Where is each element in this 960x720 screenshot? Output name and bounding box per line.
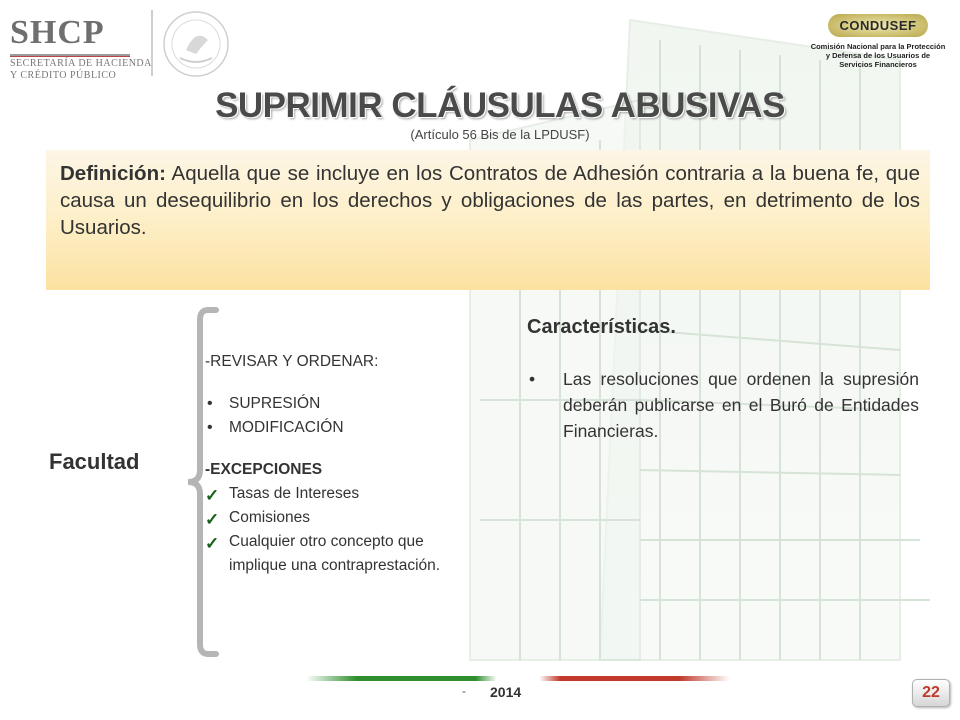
shcp-logo-title: SHCP bbox=[10, 14, 105, 51]
definition-text bbox=[60, 160, 920, 241]
facultad-label: Facultad bbox=[49, 449, 140, 474]
shcp-logo-line1: SECRETARÍA DE HACIENDA bbox=[10, 58, 152, 69]
revisar-colon: : bbox=[374, 353, 379, 370]
excepcion-item bbox=[205, 482, 470, 506]
condusef-line2: y Defensa de los Usuarios de bbox=[825, 51, 931, 60]
condusef-line3: Servicios Financieros bbox=[839, 60, 917, 69]
condusef-logo-badge: CONDUSEF bbox=[828, 14, 929, 37]
facultad-list bbox=[205, 352, 470, 578]
excepciones-items bbox=[205, 482, 470, 578]
caracteristicas-title: Características. bbox=[527, 316, 676, 338]
shcp-logo-line2: Y CRÉDITO PÚBLICO bbox=[10, 70, 117, 81]
revisar-item: • MODIFICACIÓN bbox=[205, 416, 470, 440]
checkmark-icon: ✓ bbox=[205, 510, 220, 529]
revisar-prefix: - bbox=[205, 353, 211, 370]
excepcion-item bbox=[205, 506, 470, 530]
excepciones-heading: -EXCEPCIONES bbox=[205, 461, 323, 478]
shcp-logo-accent-rule bbox=[10, 56, 130, 57]
caracteristicas-list bbox=[527, 366, 919, 444]
revisar-heading bbox=[205, 352, 470, 372]
spacer bbox=[205, 372, 470, 392]
condusef-line1: Comisión Nacional para la Protección bbox=[810, 42, 946, 51]
slide-subtitle: (Artículo 56 Bis de la LPDUSF) bbox=[410, 127, 590, 142]
condusef-logo bbox=[808, 14, 948, 86]
excepcion-item-text: Cualquier otro concepto que implique una contraprestación. bbox=[229, 533, 441, 574]
revisar-items bbox=[205, 392, 470, 440]
footer-flag-bar bbox=[306, 676, 730, 681]
excepcion-item-text: Comisiones bbox=[229, 509, 310, 526]
revisar-item: • SUPRESIÓN bbox=[205, 392, 470, 416]
excepcion-item bbox=[205, 530, 470, 578]
excepcion-item-text: Tasas de Intereses bbox=[229, 485, 360, 502]
shcp-logo-subtitle bbox=[10, 58, 152, 82]
slide-title: SUPRIMIR CLÁUSULAS ABUSIVAS bbox=[215, 86, 785, 125]
footer-dash: - bbox=[462, 684, 466, 698]
checkmark-icon: ✓ bbox=[205, 534, 220, 553]
caracteristica-item: • Las resoluciones que ordenen la supresión deberán publicarse en el Buró de Entidades Financieras. bbox=[527, 366, 919, 444]
mexican-seal-icon bbox=[150, 6, 238, 82]
definition-body: Aquella que se incluye en los Contratos de Adhesión contraria a la buena fe, que causa un desequilibrio en los derechos y obligaciones de las partes, en detrimento de los Usuarios. bbox=[60, 162, 920, 239]
condusef-logo-subtitle bbox=[808, 42, 948, 69]
spacer bbox=[205, 440, 470, 460]
revisar-heading-text: REVISAR Y ORDENAR bbox=[210, 353, 375, 370]
definition-box bbox=[46, 150, 930, 290]
definition-label: Definición: bbox=[60, 162, 166, 185]
footer-year: 2014 bbox=[490, 684, 522, 700]
checkmark-icon: ✓ bbox=[205, 486, 220, 505]
page-number-badge: 22 bbox=[912, 679, 950, 707]
